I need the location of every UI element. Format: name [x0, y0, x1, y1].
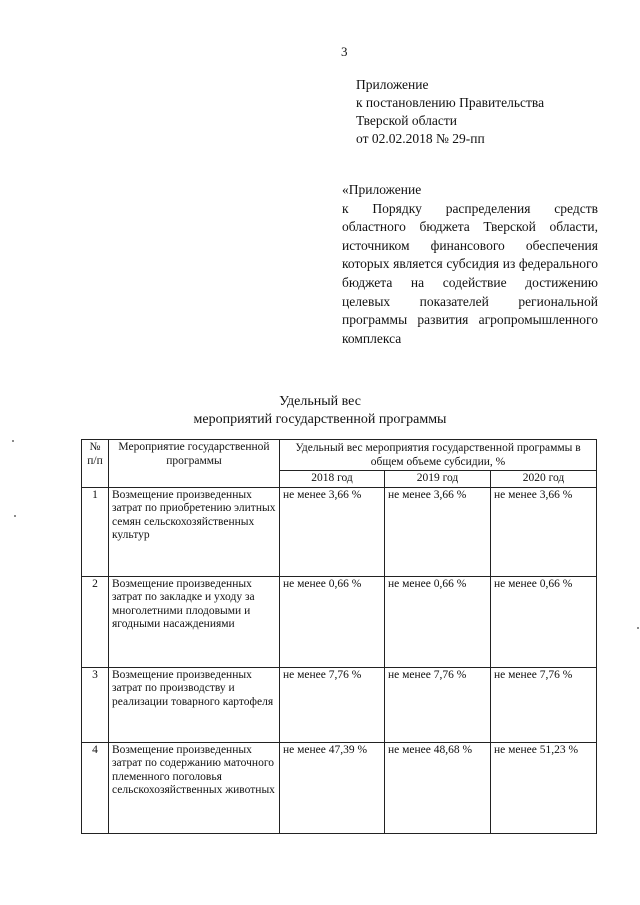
row-value-2020: не менее 3,66 %: [491, 487, 597, 576]
row-value-2020: не менее 0,66 %: [491, 576, 597, 667]
header-year-2020: 2020 год: [491, 471, 597, 488]
row-num: 4: [82, 742, 109, 833]
row-measure: Возмещение произведенных затрат по закладке и уходу за многолетними плодовыми и ягодными насаждениями: [109, 576, 280, 667]
appendix-order-heading: «Приложение: [342, 182, 422, 197]
row-value-2018: не менее 3,66 %: [280, 487, 385, 576]
header-measure: Мероприятие государственной программы: [109, 440, 280, 488]
row-value-2019: не менее 3,66 %: [385, 487, 491, 576]
document-title: [0, 393, 640, 429]
appendix-order-text: к Порядку распределения средств областного бюджета Тверской области, источником финансового обеспечения которых является субсидия из федерального бюджета на содействие достижению целевых показателей региональной программы развития агропромышленного комплекса: [342, 200, 598, 346]
appendix-order-block: [342, 181, 598, 348]
table-row: [82, 576, 597, 667]
page-number: 3: [341, 44, 348, 59]
appendix-line-2: к постановлению Правительства: [356, 95, 545, 110]
row-value-2018: не менее 47,39 %: [280, 742, 385, 833]
row-num: 1: [82, 487, 109, 576]
table-row: [82, 487, 597, 576]
appendix-line-4: от 02.02.2018 № 29-пп: [356, 131, 485, 146]
header-year-2018: 2018 год: [280, 471, 385, 488]
row-value-2020: не менее 51,23 %: [491, 742, 597, 833]
header-year-2019: 2019 год: [385, 471, 491, 488]
scan-speck: [14, 515, 16, 517]
row-measure: Возмещение произведенных затрат по производству и реализации товарного картофеля: [109, 667, 280, 742]
header-share: Удельный вес мероприятия государственной программы в общем объеме субсидии, %: [280, 440, 597, 471]
scan-speck: [12, 440, 14, 442]
row-measure: Возмещение произведенных затрат по приобретению элитных семян сельскохозяйственных культур: [109, 487, 280, 576]
title-line-2: мероприятий государственной программы: [193, 412, 447, 427]
row-measure: Возмещение произведенных затрат по содержанию маточного племенного поголовья сельскохозяйственных животных: [109, 742, 280, 833]
subsidy-table: [81, 439, 597, 834]
table-header-row: [82, 440, 597, 471]
row-value-2019: не менее 7,76 %: [385, 667, 491, 742]
row-value-2018: не менее 7,76 %: [280, 667, 385, 742]
table-row: [82, 742, 597, 833]
row-num: 2: [82, 576, 109, 667]
row-num: 3: [82, 667, 109, 742]
appendix-line-1: Приложение: [356, 77, 429, 92]
title-line-1: Удельный вес: [279, 394, 361, 409]
header-num: № п/п: [82, 440, 109, 488]
appendix-block: [356, 76, 544, 148]
scan-speck: [637, 627, 639, 629]
row-value-2019: не менее 0,66 %: [385, 576, 491, 667]
row-value-2020: не менее 7,76 %: [491, 667, 597, 742]
row-value-2019: не менее 48,68 %: [385, 742, 491, 833]
appendix-line-3: Тверской области: [356, 113, 457, 128]
table-row: [82, 667, 597, 742]
row-value-2018: не менее 0,66 %: [280, 576, 385, 667]
